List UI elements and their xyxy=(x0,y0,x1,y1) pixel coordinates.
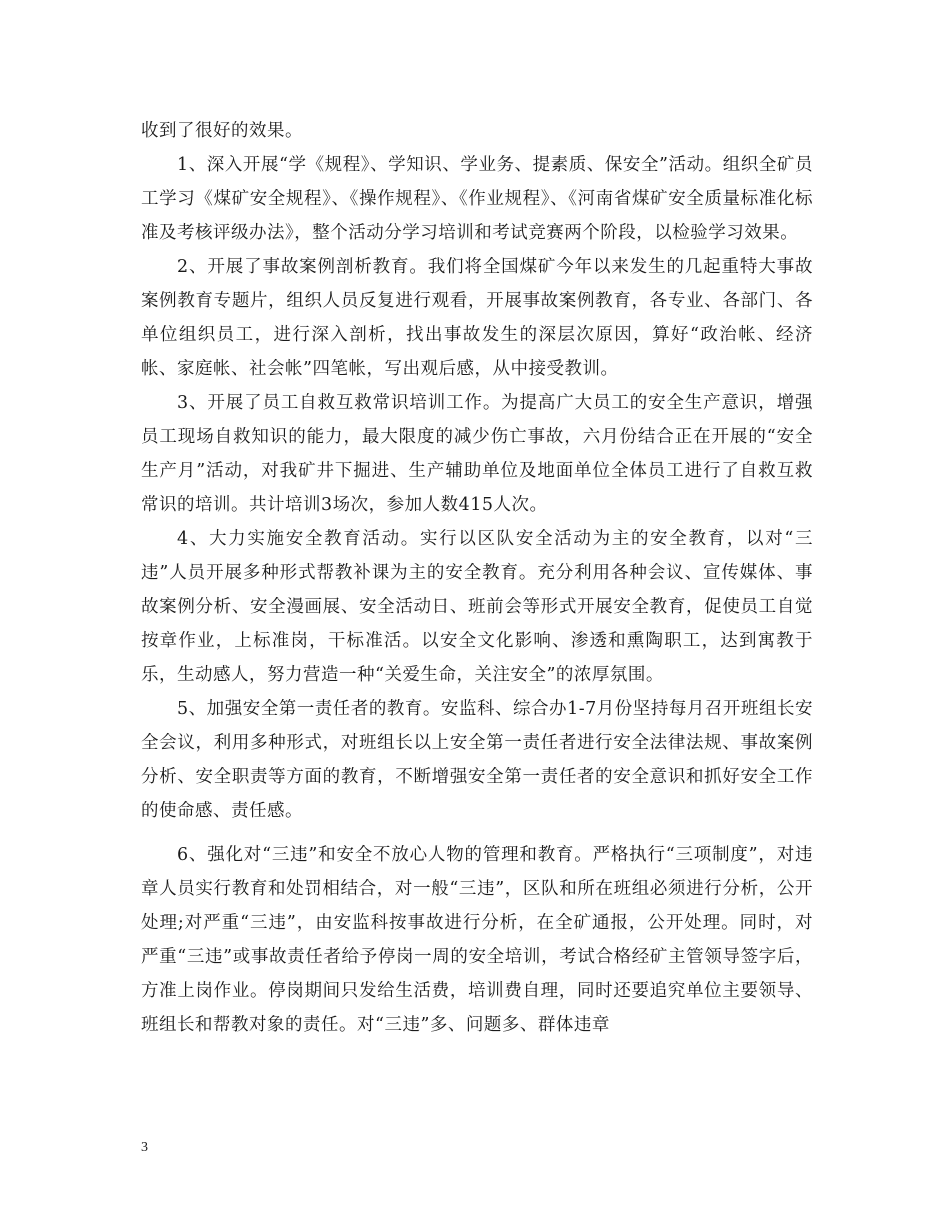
paragraph-item-2: 2、开展了事故案例剖析教育。我们将全国煤矿今年以来发生的几起重特大事故案例教育专题片，组织人员反复进行观看，开展事故案例教育，各专业、各部门、各单位组织员工，进行深入剖析，找出事故发生的深层次原因，算好“政治帐、经济帐、家庭帐、社会帐”四笔帐，写出观后感，从中接受教训。 xyxy=(141,257,813,379)
paragraph-item-5: 5、加强安全第一责任者的教育。安监科、综合办1-7月份坚持每月召开班组长安全会议，利用多种形式，对班组长以上安全第一责任者进行安全法律法规、事故案例分析、安全职责等方面的教育，不断增强安全第一责任者的安全意识和抓好安全工作的使命感、责任感。 xyxy=(141,699,813,821)
paragraph-item-3: 3、开展了员工自救互救常识培训工作。为提高广大员工的安全生产意识，增强员工现场自救知识的能力，最大限度的减少伤亡事故，六月份结合正在开展的“安全生产月”活动，对我矿井下掘进、生产辅助单位及地面单位全体员工进行了自救互救常识的培训。共计培训3场次，参加人数415人次。 xyxy=(141,393,813,515)
paragraph-item-6: 6、强化对“三违”和安全不放心人物的管理和教育。严格执行“三项制度”，对违章人员实行教育和处罚相结合，对一般“三违”，区队和所在班组必须进行分析，公开处理;对严重“三违”，由安监科按事故进行分析，在全矿通报，公开处理。同时，对严重“三违”或事故责任者给予停岗一周的安全培训，考试合格经矿主管领导签字后，方准上岗作业。停岗期间只发给生活费，培训费自理，同时还要追究单位主要领导、班组长和帮教对象的责任。对“三违”多、问题多、群体违章 xyxy=(141,845,813,1035)
paragraph-item-4: 4、大力实施安全教育活动。实行以区队安全活动为主的安全教育，以对“三违”人员开展多种形式帮教补课为主的安全教育。充分利用各种会议、宣传媒体、事故案例分析、安全漫画展、安全活动日、班前会等形式开展安全教育，促使员工自觉按章作业，上标准岗，干标准活。以安全文化影响、渗透和熏陶职工，达到寓教于乐，生动感人，努力营造一种“关爱生命，关注安全”的浓厚氛围。 xyxy=(141,529,813,685)
page-number: 3 xyxy=(141,1140,148,1155)
paragraph-item-1: 1、深入开展“学《规程》、学知识、学业务、提素质、保安全”活动。组织全矿员工学习《煤矿安全规程》、《操作规程》、《作业规程》、《河南省煤矿安全质量标准化标准及考核评级办法》，整个活动分学习培训和考试竞赛两个阶段，以检验学习效果。 xyxy=(141,155,813,243)
document-body xyxy=(141,114,813,1042)
paragraph-continuation: 收到了很好的效果。 xyxy=(141,121,303,141)
